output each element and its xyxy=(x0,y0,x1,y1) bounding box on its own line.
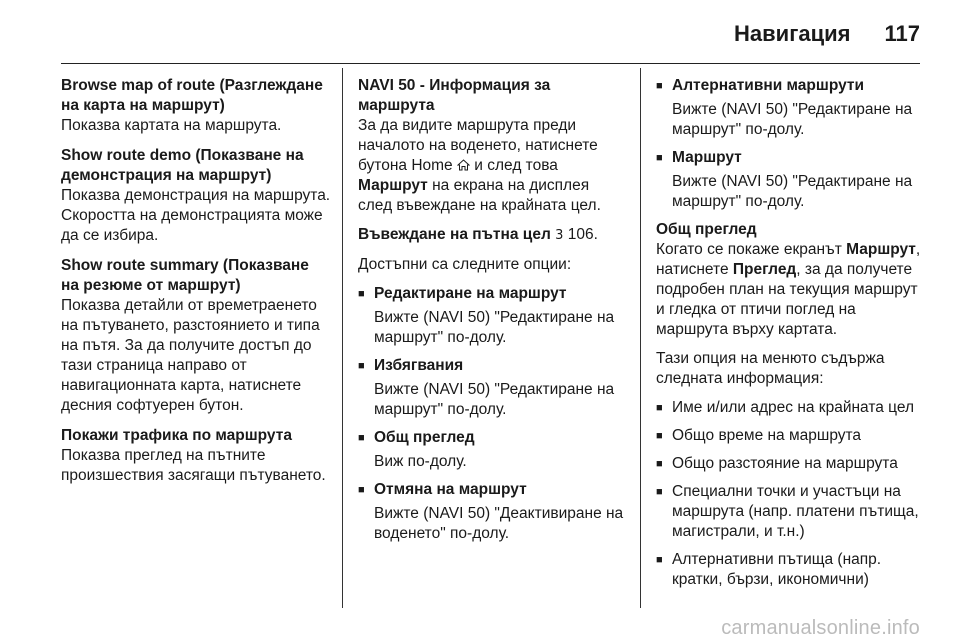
list-item: ■ Избягвания Вижте (NAVI 50) "Редактиране на маршрут" по-долу. xyxy=(358,356,626,420)
reference-bold: Въвеждане на пътна цел xyxy=(358,226,551,243)
page-number: 117 xyxy=(884,21,920,46)
list-item: ■ Маршрут Вижте (NAVI 50) "Редактиране на маршрут" по-долу. xyxy=(656,148,922,212)
column-divider xyxy=(342,68,343,608)
section-heading: Общ преглед xyxy=(656,221,757,238)
overview-bold: Преглед xyxy=(732,261,797,278)
info-list xyxy=(656,398,922,590)
section-heading: Покажи трафика по маршрута xyxy=(61,427,292,444)
list-item: ■ Общо време на маршрута xyxy=(656,426,922,446)
column-2 xyxy=(358,76,626,552)
intro-text: За да видите маршрута преди началото на воденето, натиснете бутона Home xyxy=(358,117,598,174)
reference-arrow-icon: 3 xyxy=(555,228,564,243)
reference-line xyxy=(358,225,626,246)
column-1 xyxy=(61,76,331,496)
section-heading: Show route summary (Показване на резюме от маршрут) xyxy=(61,257,309,294)
options-list xyxy=(656,76,922,212)
list-item: ■ Име и/или адрес на крайната цел xyxy=(656,398,922,418)
list-item: ■ Отмяна на маршрут Вижте (NAVI 50) "Деактивиране на воденето" по-долу. xyxy=(358,480,626,544)
column-divider xyxy=(640,68,641,608)
list-item: ■ Алтернативни пътища (напр. кратки, бързи, икономични) xyxy=(656,550,922,590)
intro-text: и след това xyxy=(474,157,558,174)
section-body: Показва картата на маршрута. xyxy=(61,117,282,134)
info-intro: Тази опция на менюто съдържа следната информация: xyxy=(656,350,885,387)
list-item: ■ Общ преглед Виж по-долу. xyxy=(358,428,626,472)
header-rule xyxy=(61,63,920,64)
section-body: Показва преглед на пътните произшествия засягащи пътуването. xyxy=(61,447,326,484)
section-title: Навигация xyxy=(734,21,851,46)
section-body: Показва демонстрация на маршрута. Скоростта на демонстрацията може да се избира. xyxy=(61,187,331,244)
list-item: ■ Специални точки и участъци на маршрута (напр. платени пътища, магистрали, и т.н.) xyxy=(656,482,922,542)
reference-page: 106. xyxy=(567,226,598,243)
section-browse-map xyxy=(61,76,331,136)
section-route-summary xyxy=(61,256,331,416)
section-heading: NAVI 50 - Информация за маршрута xyxy=(358,77,551,114)
list-item: ■ Алтернативни маршрути Вижте (NAVI 50) "Редактиране на маршрут" по-долу. xyxy=(656,76,922,140)
section-body: Показва детайли от времетраенето на пътуването, разстоянието и типа на пътя. За да получите достъп до тази страница направо от навигационната карта, натиснете десния софтуерен бутон. xyxy=(61,297,320,414)
column-3 xyxy=(656,76,922,598)
intro-paragraph xyxy=(358,116,626,216)
overview-text: , за да получете подробен план на текущия маршрут и гледка от птичи поглед на маршрута върху картата. xyxy=(656,261,918,338)
section-route-traffic xyxy=(61,426,331,486)
page-header xyxy=(734,14,920,54)
section-route-demo xyxy=(61,146,331,246)
overview-paragraph xyxy=(656,240,922,340)
overview-bold: Маршрут xyxy=(846,241,916,258)
home-icon xyxy=(457,159,470,171)
section-heading: Show route demo (Показване на демонстрация на маршрут) xyxy=(61,147,304,184)
watermark: carmanualsonline.info xyxy=(721,617,920,639)
section-heading: Browse map of route (Разглеждане на карта на маршрут) xyxy=(61,77,323,114)
intro-bold: Маршрут xyxy=(358,177,428,194)
list-item: ■ Редактиране на маршрут Вижте (NAVI 50) "Редактиране на маршрут" по-долу. xyxy=(358,284,626,348)
intro-text: на екрана на дисплея след въвеждане на крайната цел. xyxy=(358,177,601,214)
overview-text: Когато се покаже екранът xyxy=(656,241,842,258)
overview-text: , натиснете xyxy=(656,241,921,278)
list-item: ■ Общо разстояние на маршрута xyxy=(656,454,922,474)
options-list xyxy=(358,284,626,544)
options-intro: Достъпни са следните опции: xyxy=(358,256,572,273)
